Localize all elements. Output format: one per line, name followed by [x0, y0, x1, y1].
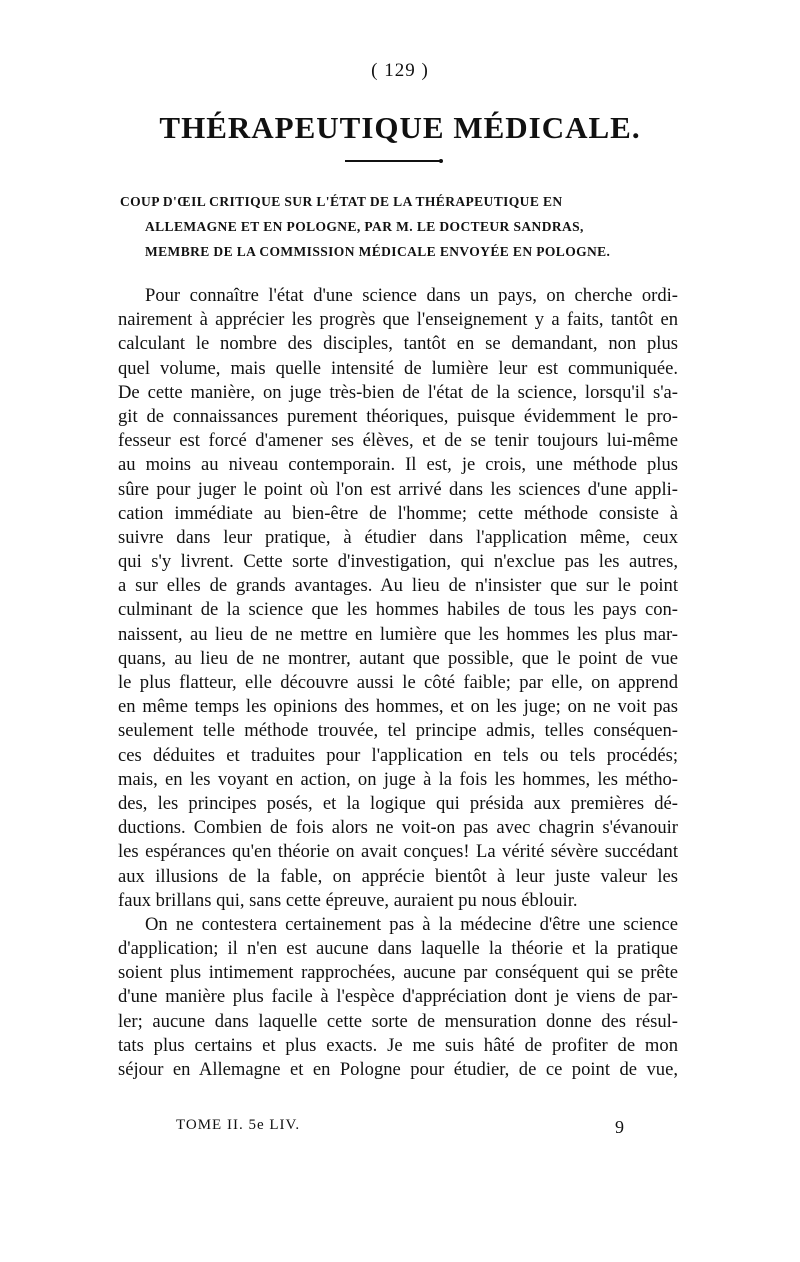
text-line: fesseur est forcé d'amener ses élèves, et de se tenir toujours lui-même [118, 430, 678, 452]
text-line: a sur elles de grands avantages. Au lieu de n'insister que sur le point [118, 575, 678, 597]
paragraph-2 [118, 913, 678, 1082]
text-line: naissent, au lieu de ne mettre en lumière que les hommes les plus mar- [118, 623, 678, 645]
text-line: qui s'y livrent. Cette sorte d'investigation, qui n'exclue pas les autres, [118, 551, 678, 573]
heading-line: MEMBRE DE LA COMMISSION MÉDICALE ENVOYÉE EN POLOGNE. [145, 244, 611, 259]
text-line: aux illusions de la fable, on apprécie bientôt à leur juste valeur les [118, 865, 678, 887]
body-text [118, 284, 678, 1082]
text-line: en même temps les opinions des hommes, et on les juge; on ne voit pas [118, 696, 678, 718]
text-line: ductions. Combien de fois alors ne voit-on pas avec chagrin s'évanouir [118, 817, 678, 839]
main-title: THÉRAPEUTIQUE MÉDICALE. [159, 110, 641, 145]
volume-signature: TOME II. 5e LIV. [176, 1117, 301, 1133]
text-line: ces déduites et traduites pour l'application en tels ou tels procédés; [118, 744, 678, 766]
text-line: quel volume, mais quelle intensité de lumière leur est communiquée. [118, 357, 678, 379]
text-line: au moins au niveau contemporain. Il est, je crois, une méthode plus [118, 454, 678, 476]
title-rule [345, 160, 440, 162]
text-line: Pour connaître l'état d'une science dans un pays, on cherche ordi- [145, 285, 678, 306]
paragraph-1 [118, 284, 678, 913]
sheet-signature: 9 [615, 1117, 624, 1137]
text-line: séjour en Allemagne et en Pologne pour étudier, de ce point de vue, [118, 1059, 678, 1080]
text-line: De cette manière, on juge très-bien de l'état de la science, lorsqu'il s'a- [118, 381, 678, 403]
text-line: mais, en les voyant en action, on juge à la fois les hommes, les métho- [118, 768, 678, 790]
text-line: tats plus certains et plus exacts. Je me suis hâté de profiter de mon [118, 1034, 678, 1056]
page-number: ( 129 ) [371, 60, 429, 81]
heading-line: ALLEMAGNE ET EN POLOGNE, PAR M. LE DOCTEUR SANDRAS, [145, 219, 584, 234]
heading-line: COUP D'ŒIL CRITIQUE SUR L'ÉTAT DE LA THÉRAPEUTIQUE EN [120, 194, 563, 209]
text-line: git de connaissances purement théoriques, puisque évidemment le pro- [118, 405, 678, 427]
text-line: On ne contestera certainement pas à la médecine d'être une science [145, 913, 678, 935]
text-line: soient plus intimement rapprochées, aucune par conséquent qui se prête [118, 962, 678, 984]
text-line: calculant le nombre des disciples, tantôt en se demandant, non plus [118, 333, 678, 355]
text-line: d'application; il n'en est aucune dans laquelle la théorie et la pratique [118, 938, 678, 960]
text-line: faux brillans qui, sans cette épreuve, auraient pu nous éblouir. [118, 889, 578, 911]
text-line: ler; aucune dans laquelle cette sorte de mensuration donne des résul- [118, 1010, 678, 1032]
text-line: des, les principes posés, et la logique qui présida aux premières dé- [118, 792, 678, 814]
article-heading [120, 189, 680, 264]
text-line: quans, au lieu de ne montrer, autant que possible, que le point de vue [118, 647, 678, 669]
text-line: cation immédiate au bien-être de l'homme; cette méthode consiste à [118, 502, 678, 524]
page-footer [160, 1117, 640, 1141]
text-line: les espérances qu'en théorie on avait conçues! La vérité sévère succédant [118, 841, 678, 863]
text-line: d'une manière plus facile à l'espèce d'appréciation dont je viens de par- [118, 986, 678, 1008]
text-line: suivre dans leur pratique, à étudier dans l'application même, ceux [118, 526, 678, 548]
text-line: le plus flatteur, elle découvre aussi le côté faible; par elle, on apprend [118, 672, 678, 693]
text-line: sûre pour juger le point où l'on est arrivé dans les sciences d'une appli- [118, 478, 678, 500]
text-line: culminant de la science que les hommes habiles de tous les pays con- [118, 599, 678, 621]
text-line: nairement à apprécier les progrès que l'enseignement y a faits, tantôt en [118, 309, 678, 331]
text-line: seulement telle méthode trouvée, tel principe admis, telles conséquen- [118, 720, 678, 742]
